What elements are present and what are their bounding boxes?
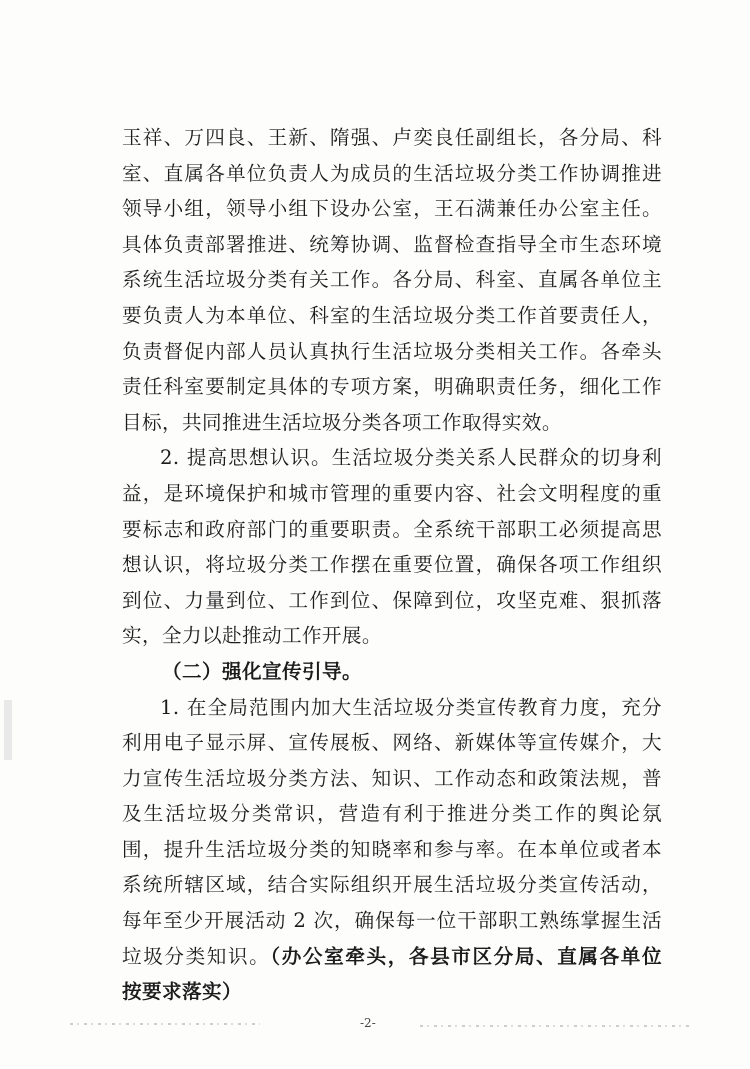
text-line: 利用电子显示屏、宣传展板、网络、新媒体等宣传媒介，大	[122, 731, 662, 755]
page-number: -2-	[360, 1016, 376, 1030]
text-line: 系统所辖区域，结合实际组织开展生活垃圾分类宣传活动，	[122, 873, 662, 897]
text-line: 负责督促内部人员认真执行生活垃圾分类相关工作。各牵头	[122, 339, 662, 363]
text-line: 实，全力以赴推动工作开展。	[122, 624, 382, 648]
text-line: 每年至少开展活动 2 次，确保每一位干部职工熟练掌握生活	[122, 909, 662, 933]
document-body	[122, 120, 662, 1010]
responsibility-note: （办公室牵头，各县市区分局、直属各单位	[270, 944, 662, 968]
text-line: 到位、力量到位、工作到位、保障到位，攻坚克难、狠抓落	[122, 588, 662, 612]
text-line: 要负责人为本单位、科室的生活垃圾分类工作首要责任人，	[122, 303, 662, 327]
text-line: 系统生活垃圾分类有关工作。各分局、科室、直属各单位主	[122, 268, 662, 292]
text-line: 及生活垃圾分类常识，营造有利于推进分类工作的舆论氛	[122, 802, 662, 826]
text-line: 领导小组，领导小组下设办公室，王石满兼任办公室主任。	[122, 197, 662, 221]
scan-margin-shadow	[4, 700, 12, 760]
responsibility-note-continued: 按要求落实）	[122, 980, 242, 1004]
text-line: 责任科室要制定具体的专项方案，明确职责任务，细化工作	[122, 375, 662, 399]
text-line: 力宣传生活垃圾分类方法、知识、工作动态和政策法规，普	[122, 766, 662, 790]
section-heading: （二）强化宣传引导。	[162, 659, 362, 683]
text-line: 玉祥、万四良、王新、隋强、卢奕良任副组长，各分局、科	[122, 126, 662, 149]
text-segment: 垃圾分类知识。	[122, 944, 271, 968]
scan-artifact	[420, 1025, 690, 1027]
text-line: 目标，共同推进生活垃圾分类各项工作取得实效。	[122, 410, 562, 434]
text-line-mixed	[122, 939, 662, 975]
text-line: 围，提升生活垃圾分类的知晓率和参与率。在本单位或者本	[122, 837, 662, 861]
text-line: 益，是环境保护和城市管理的重要内容、社会文明程度的重	[122, 481, 662, 505]
text-line: 室、直属各单位负责人为成员的生活垃圾分类工作协调推进	[122, 161, 662, 185]
scan-artifact	[70, 1023, 260, 1025]
text-line: 1. 在全局范围内加大生活垃圾分类宣传教育力度，充分	[160, 695, 662, 719]
text-line: 具体负责部署推进、统筹协调、监督检查指导全市生态环境	[122, 232, 662, 256]
text-line: 2. 提高思想认识。生活垃圾分类关系人民群众的切身利	[160, 446, 662, 470]
text-line: 要标志和政府部门的重要职责。全系统干部职工必须提高思	[122, 517, 662, 541]
text-line: 想认识，将垃圾分类工作摆在重要位置，确保各项工作组织	[122, 553, 662, 577]
